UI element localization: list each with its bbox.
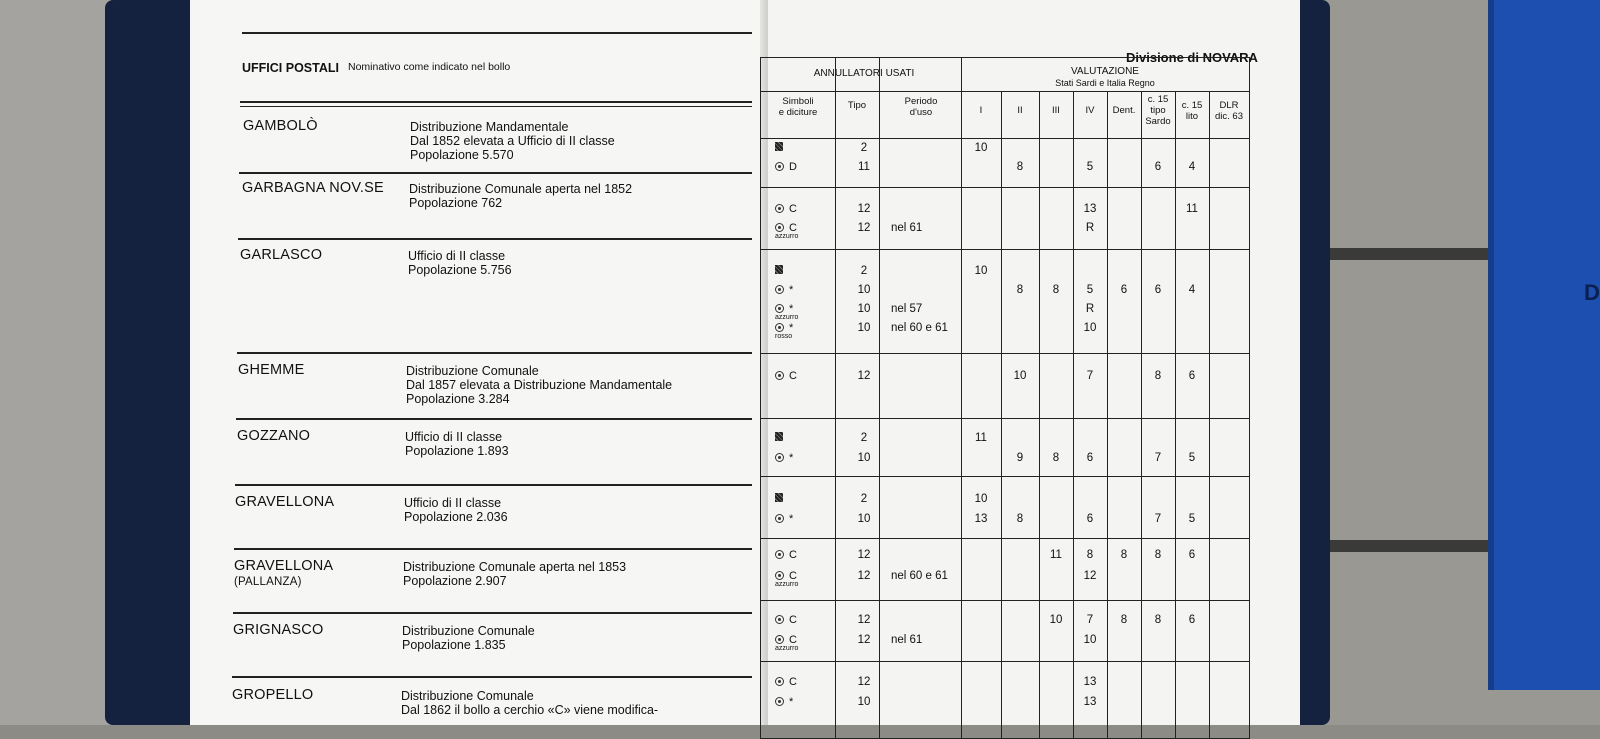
valuation-cell: 10: [1013, 370, 1027, 382]
tipo-cell: 2: [860, 493, 868, 505]
circle-stamp-icon: [775, 615, 784, 624]
tipo-cell: 10: [857, 322, 871, 334]
tipo-header: Tipo: [847, 100, 867, 111]
blue-book-cover: [1488, 0, 1600, 690]
table-group-line: [761, 249, 1249, 250]
table-group-line: [761, 418, 1249, 419]
stamp-symbol: [775, 222, 798, 240]
circle-stamp-icon: [775, 304, 784, 313]
value-column-header: I: [979, 105, 983, 116]
circle-stamp-icon: [775, 371, 784, 380]
left-page: [190, 0, 768, 725]
entry-name-text: GRIGNASCO: [233, 622, 324, 638]
entry-name-text: GRAVELLONA: [235, 494, 335, 510]
circle-stamp-icon: [775, 453, 784, 462]
valuation-cell: 8: [1016, 513, 1024, 525]
valuation-cell: 10: [974, 142, 988, 154]
entry-name-text: GROPELLO: [232, 687, 314, 703]
stamp-symbol: [775, 452, 793, 464]
stamp-symbol: [775, 370, 797, 382]
tipo-cell: 12: [857, 570, 871, 582]
entry-divider: [239, 172, 752, 174]
valuation-cell: 12: [1083, 570, 1097, 582]
valuation-cell: 8: [1154, 549, 1162, 561]
table-column-line: [1039, 91, 1040, 738]
valuation-cell: 5: [1086, 161, 1094, 173]
stamp-label: *: [789, 322, 794, 334]
stamp-label: C: [789, 676, 797, 688]
tipo-cell: 12: [857, 634, 871, 646]
valuation-cell: R: [1085, 303, 1095, 315]
value-column-header: II: [1017, 105, 1023, 116]
entry-name-text: GHEMME: [238, 362, 305, 378]
stamp-label: C: [789, 614, 797, 626]
stamp-symbol: [775, 570, 798, 588]
circle-stamp-icon: [775, 677, 784, 686]
entry-name-text: GARBAGNA NOV.SE: [242, 180, 384, 196]
table-column-line: [835, 58, 836, 738]
table-column-line: [1073, 91, 1074, 738]
stamp-symbol: [775, 303, 798, 321]
stamp-symbol: [775, 676, 797, 688]
valuation-cell: 8: [1154, 614, 1162, 626]
periodo-cell: nel 57: [891, 303, 923, 315]
tipo-cell: 12: [857, 222, 871, 234]
entry-description: Distribuzione Comunale aperta nel 1852 Popolazione 762: [409, 182, 633, 210]
stamp-symbol: [775, 142, 783, 154]
header-sub: Nominativo come indicato nel bollo: [348, 61, 511, 73]
valuation-table: [760, 57, 1250, 739]
valuation-cell: 8: [1086, 549, 1094, 561]
stamp-label: C: [789, 370, 797, 382]
periodo-cell: nel 60 e 61: [891, 570, 948, 582]
valuation-cell: 11: [1050, 549, 1062, 561]
stamp-color-note: rosso: [775, 333, 793, 340]
circle-stamp-icon: [775, 514, 784, 523]
entry-description: Ufficio di II classe Popolazione 5.756: [408, 249, 512, 277]
circle-stamp-icon: [775, 285, 784, 294]
stamp-symbol: [775, 161, 797, 173]
stamp-label: D: [789, 161, 797, 173]
valuation-cell: 6: [1120, 284, 1128, 296]
entry-name-text: GOZZANO: [237, 428, 311, 444]
entry-description: Ufficio di II classe Popolazione 2.036: [404, 496, 508, 524]
circle-stamp-icon: [775, 550, 784, 559]
stamp-color-note: azzurro: [775, 233, 799, 240]
entry-name: [240, 247, 322, 263]
stamp-color-note: azzurro: [775, 314, 799, 321]
entry-description: Distribuzione Comunale Popolazione 1.835: [402, 624, 535, 652]
tipo-cell: 12: [857, 549, 871, 561]
stamp-symbol: [775, 322, 793, 340]
tipo-cell: 12: [857, 614, 871, 626]
circle-stamp-icon: [775, 635, 784, 644]
top-rule: [242, 32, 752, 34]
tipo-cell: 10: [857, 452, 871, 464]
value-column-header: c. 15 tipo Sardo: [1145, 94, 1171, 127]
entry-divider: [235, 484, 752, 486]
valuation-cell: 8: [1016, 284, 1024, 296]
grid-stamp-icon: [775, 432, 783, 441]
stamp-label: C: [789, 222, 797, 234]
valuation-cell: R: [1085, 222, 1095, 234]
valuation-cell: 7: [1086, 614, 1094, 626]
annullatori-header: ANNULLATORI USATI: [813, 68, 915, 79]
tipo-cell: 10: [857, 303, 871, 315]
tipo-cell: 12: [857, 203, 871, 215]
table-group-line: [761, 538, 1249, 539]
valuation-cell: 7: [1154, 513, 1162, 525]
valuation-cell: 11: [1186, 203, 1198, 215]
valuation-cell: 8: [1016, 161, 1024, 173]
stamp-label: C: [789, 203, 797, 215]
circle-stamp-icon: [775, 204, 784, 213]
circle-stamp-icon: [775, 697, 784, 706]
tipo-cell: 11: [858, 161, 870, 173]
tipo-cell: 12: [857, 370, 871, 382]
stamp-label: C: [789, 549, 797, 561]
stamp-label: *: [789, 284, 794, 296]
valuation-cell: 6: [1086, 452, 1094, 464]
tipo-cell: 10: [857, 696, 871, 708]
value-column-header: Dent.: [1112, 105, 1136, 116]
stamp-label: *: [789, 696, 794, 708]
stamp-symbol: [775, 513, 793, 525]
valuation-cell: 13: [1083, 696, 1097, 708]
tipo-cell: 2: [860, 142, 868, 154]
entry-description: Distribuzione Mandamentale Dal 1852 elevata a Ufficio di II classe Popolazione 5.570: [410, 120, 615, 162]
division-title: Divisione di NOVARA: [1126, 50, 1258, 65]
table-group-line: [761, 353, 1249, 354]
table-column-line: [1001, 91, 1002, 738]
table-column-line: [1175, 91, 1176, 738]
table-group-line: [761, 476, 1249, 477]
valuation-cell: 4: [1188, 161, 1196, 173]
valuation-cell: 6: [1188, 549, 1196, 561]
valuation-cell: 7: [1086, 370, 1094, 382]
valuation-cell: 10: [1049, 614, 1063, 626]
table-column-line: [961, 58, 962, 738]
valuation-cell: 8: [1120, 549, 1128, 561]
stamp-label: *: [789, 452, 794, 464]
entry-divider: [237, 352, 752, 354]
stamp-symbol: [775, 614, 797, 626]
grid-stamp-icon: [775, 142, 783, 151]
table-column-line: [1141, 91, 1142, 738]
valuation-cell: 8: [1052, 284, 1060, 296]
stamp-label: C: [789, 634, 797, 646]
valuation-cell: 6: [1154, 161, 1162, 173]
tipo-cell: 12: [857, 676, 871, 688]
periodo-cell: nel 61: [891, 634, 923, 646]
entry-name: [238, 362, 304, 378]
valuation-cell: 10: [1083, 322, 1097, 334]
periodo-header: Periodo d'uso: [904, 96, 938, 118]
valuation-cell: 10: [974, 493, 988, 505]
table-header-line: [761, 138, 1249, 139]
stamp-symbol: [775, 265, 783, 277]
stamp-color-note: azzurro: [775, 581, 799, 588]
entry-name-text: GARLASCO: [240, 247, 323, 263]
value-column-header: DLR dic. 63: [1215, 100, 1243, 122]
valuation-cell: 5: [1188, 452, 1196, 464]
table-group-line: [761, 600, 1249, 601]
entry-divider: [238, 238, 752, 240]
header-rule: [240, 101, 752, 103]
periodo-cell: nel 61: [891, 222, 923, 234]
table-column-line: [1107, 91, 1108, 738]
stamp-label: C: [789, 570, 797, 582]
entry-divider: [233, 612, 752, 614]
stamp-symbol: [775, 696, 793, 708]
valuation-cell: 6: [1188, 370, 1196, 382]
table-column-line: [879, 58, 880, 738]
simboli-header: Simboli e diciture: [778, 96, 818, 118]
stamp-symbol: [775, 203, 797, 215]
table-column-line: [1209, 91, 1210, 738]
valuation-cell: 7: [1154, 452, 1162, 464]
table-header-line: [761, 91, 961, 92]
entry-divider: [234, 548, 752, 550]
cover-letter-glyph: D: [1584, 280, 1600, 305]
entry-name: [232, 687, 313, 703]
valuation-cell: 8: [1052, 452, 1060, 464]
circle-stamp-icon: [775, 571, 784, 580]
valuation-cell: 5: [1188, 513, 1196, 525]
entry-name: [242, 180, 384, 196]
tipo-cell: 2: [860, 265, 868, 277]
stamp-label: *: [789, 303, 794, 315]
entry-description: Distribuzione Comunale Dal 1862 il bollo a cerchio «C» viene modifica-: [401, 689, 659, 717]
circle-stamp-icon: [775, 323, 784, 332]
stamp-symbol: [775, 493, 783, 505]
entry-name: [233, 622, 323, 638]
valuation-cell: 6: [1154, 284, 1162, 296]
entry-divider: [232, 676, 752, 678]
valuation-cell: 6: [1188, 614, 1196, 626]
header-label: UFFICI POSTALI: [242, 61, 339, 75]
header-rule-thin: [240, 106, 752, 107]
valuation-cell: 4: [1188, 284, 1196, 296]
valuation-cell: 13: [974, 513, 988, 525]
valuation-cell: 13: [1083, 203, 1097, 215]
right-page: [768, 0, 1300, 725]
periodo-cell: nel 60 e 61: [891, 322, 948, 334]
valuation-cell: 6: [1086, 513, 1094, 525]
entry-description: Distribuzione Comunale Dal 1857 elevata a Distribuzione Mandamentale Popolazione 3.284: [406, 364, 673, 406]
grid-stamp-icon: [775, 265, 783, 274]
entry-name: [235, 494, 334, 510]
entry-description: Ufficio di II classe Popolazione 1.893: [405, 430, 509, 458]
stamp-color-note: azzurro: [775, 645, 799, 652]
entry-name: [243, 118, 318, 134]
valutazione-header: VALUTAZIONE: [1071, 66, 1139, 77]
valutazione-sub: Stati Sardi e Italia Regno: [1055, 78, 1155, 88]
entry-description: Distribuzione Comunale aperta nel 1853 Popolazione 2.907: [403, 560, 627, 588]
entry-subname: (PALLANZA): [234, 576, 302, 588]
value-column-header: c. 15 lito: [1181, 100, 1203, 122]
table-group-line: [761, 187, 1249, 188]
valuation-cell: 8: [1120, 614, 1128, 626]
valuation-cell: 9: [1016, 452, 1024, 464]
valuation-cell: 5: [1086, 284, 1094, 296]
entry-name-text: GAMBOLÒ: [243, 118, 318, 134]
value-column-header: IV: [1085, 105, 1095, 116]
grid-stamp-icon: [775, 493, 783, 502]
tipo-cell: 2: [860, 432, 868, 444]
entry-divider: [236, 418, 752, 420]
stamp-symbol: [775, 432, 783, 444]
tipo-cell: 10: [857, 284, 871, 296]
valuation-cell: 10: [1083, 634, 1097, 646]
stamp-symbol: [775, 634, 798, 652]
table-header-line: [961, 91, 1249, 92]
circle-stamp-icon: [775, 223, 784, 232]
valuation-cell: 8: [1154, 370, 1162, 382]
value-column-header: III: [1052, 105, 1060, 116]
tipo-cell: 10: [857, 513, 871, 525]
entry-name-text: GRAVELLONA: [234, 558, 334, 574]
circle-stamp-icon: [775, 162, 784, 171]
entry-name: [234, 558, 333, 588]
valuation-cell: 10: [974, 265, 988, 277]
stamp-label: *: [789, 513, 794, 525]
entry-name: [237, 428, 310, 444]
stamp-symbol: [775, 284, 793, 296]
table-group-line: [761, 661, 1249, 662]
valuation-cell: 11: [975, 432, 987, 444]
valuation-cell: 13: [1083, 676, 1097, 688]
stamp-symbol: [775, 549, 797, 561]
